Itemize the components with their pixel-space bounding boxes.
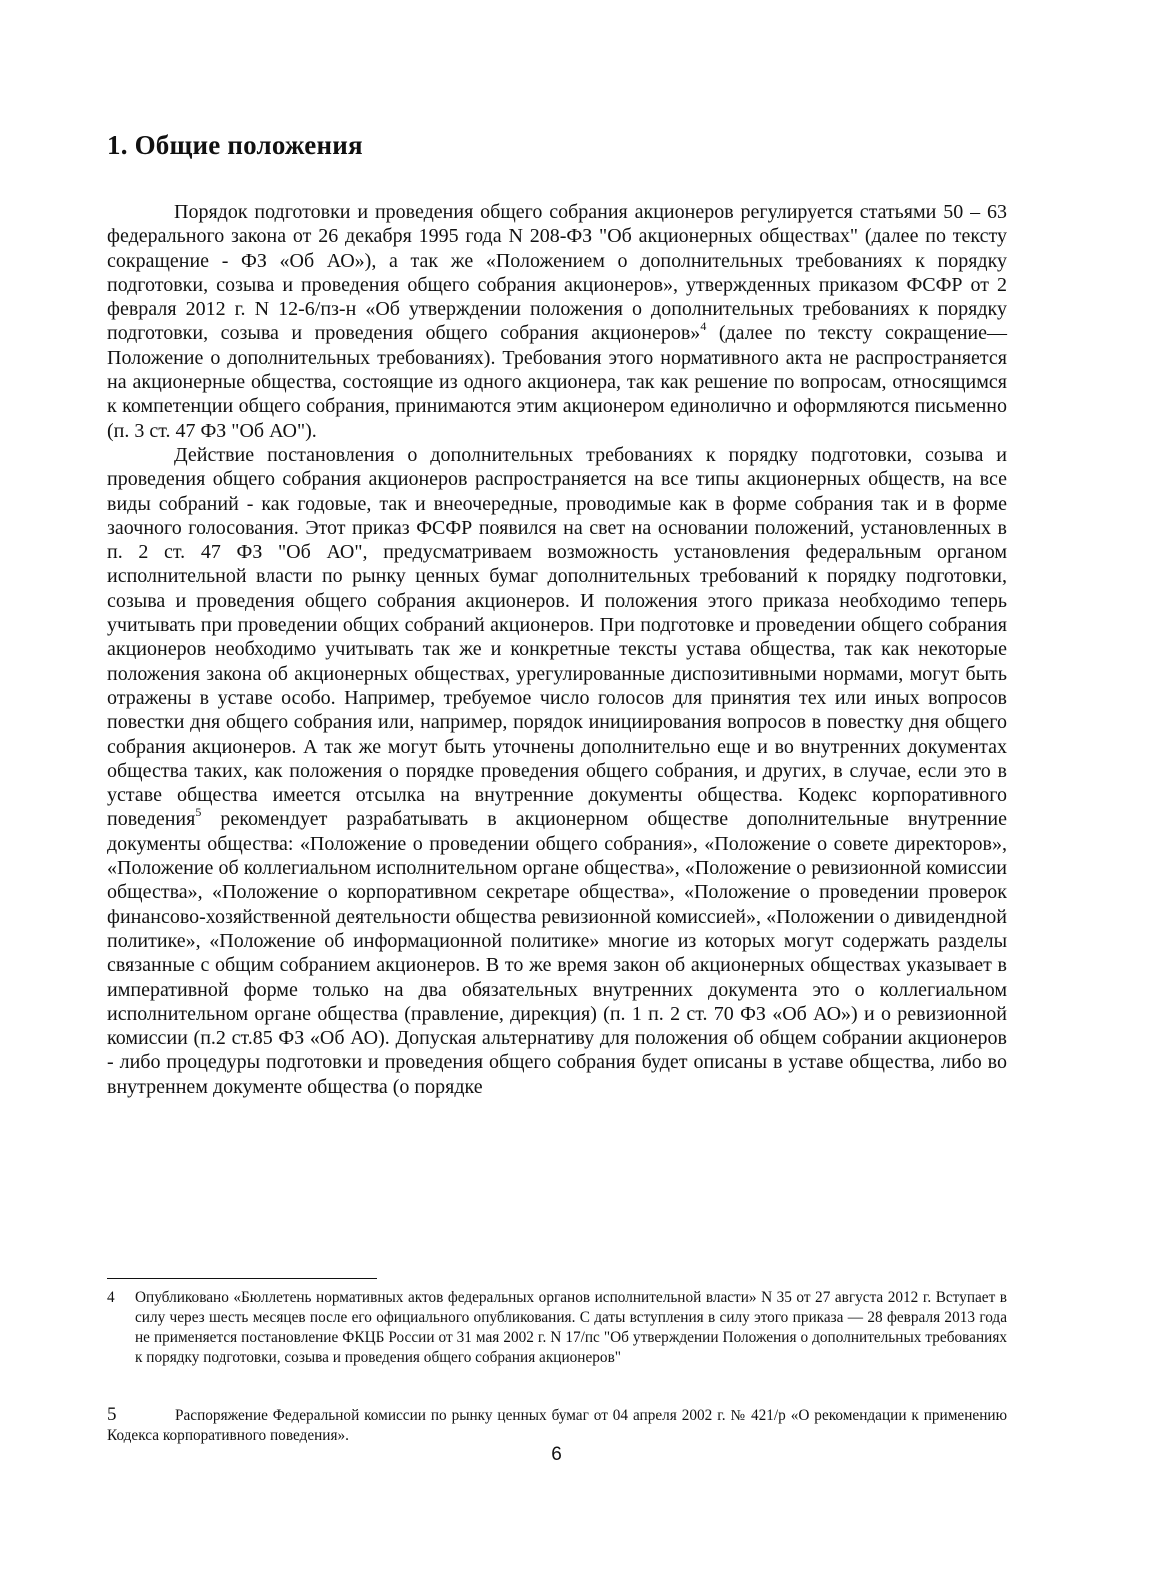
paragraph-text: Действие постановления о дополнительных требованиях к порядку подготовки, созыва и проведения общего собрания акционеров распространяется на все типы акционерных обществ, на все виды собраний - как годовые, так и внеочередные, проводимые как в форме собрания так и в форме заочного голосования. Этот приказ ФСФР появился на свет на основании положений, установленных в п. 2 ст. 47 ФЗ "Об АО", предусматриваем возможность установления федеральным органом исполнительной власти по рынку ценных бумаг дополнительных требований к порядку подготовки, созыва и проведения общего собрания акционеров. И положения этого приказа необходимо теперь учитывать при проведении общих собраний акционеров. При подготовке и проведении общего собрания акционеров необходимо учитывать так же и конкретные тексты устава общества, так как некоторые положения закона об акционерных обществах, урегулированные диспозитивными нормами, могут быть отражены в уставе особо. Например, требуемое число голосов для принятия тех или иных вопросов повестки дня общего собрания или, например, порядок инициирования вопросов в повестку дня общего собрания акционеров. А так же могут быть уточнены дополнительно еще и во внутренних документах общества таких, как положения о порядке проведения общего собрания, и других, в случае, если это в уставе общества имеется отсылка на внутренние документы общества. Кодекс корпоративного поведения [107, 443, 1007, 831]
paragraph-text: (далее по тексту сокращение— Положение о дополнительных требованиях). Требования этого нормативного акта не распространяется на акционерные общества, состоящие из одного акционера, так как решение по вопросам, относящимся к компетенции общего собрания, принимаются этим акционером единолично и оформляются письменно (п. 3 ст. 47 ФЗ "Об АО"). [107, 322, 1008, 442]
paragraph [107, 200, 1007, 443]
footnote-text: Опубликовано «Бюллетень нормативных актов федеральных органов исполнительной власти» N 35 от 27 августа 2012 г. Вступает в силу через шесть месяцев после его официального опубликования. С даты вступления в силу этого приказа — 28 февраля 2013 года не применяется постановление ФКЦБ России от 31 мая 2002 г. N 17/пс "Об утверждении Положения о дополнительных требованиях к порядку подготовки, созыва и проведения общего собрания акционеров" [135, 1289, 1007, 1366]
footnote [107, 1288, 1007, 1368]
footnote-number: 4 [107, 1289, 115, 1306]
section-heading: 1. Общие положения [107, 130, 363, 160]
footnote-text: Распоряжение Федеральной комиссии по рынку ценных бумаг от 04 апреля 2002 г. № 421/р «О рекомендации к применению Кодекса корпоративного поведения». [107, 1407, 1007, 1444]
footnote-number: 5 [107, 1404, 117, 1425]
footnote [107, 1405, 1007, 1446]
footnote-ref[interactable]: 4 [700, 318, 707, 333]
footnote-ref[interactable]: 5 [195, 804, 202, 819]
paragraph-text: рекомендует разрабатывать в акционерном обществе дополнительные внутренние документы общества: «Положение о проведении общего собрания», «Положение о совете директоров», «Положение об коллегиальном исполнительном органе общества», «Положение о ревизионной комиссии общества», «Положение о корпоративном секретаре общества», «Положение о проведении проверок финансово-хозяйственной деятельности общества ревизионной комиссией», «Положении о дивидендной политике», «Положение об информационной политике» многие из которых могут содержать разделы связанные с общим собранием акционеров. В то же время закон об акционерных обществах указывает в императивной форме только на два обязательных внутренних документа это о коллегиальном исполнительном органе общества (правление, дирекция) (п. 1 п. 2 ст. 70 ФЗ «Об АО») и о ревизионной комиссии (п.2 ст.85 ФЗ «Об АО). Допуская альтернативу для положения об общем собрании акционеров - либо процедуры подготовки и проведения общего собрания будет описаны в уставе общества, либо во внутреннем документе общества (о порядке [107, 808, 1007, 1098]
footnote-separator [107, 1278, 377, 1279]
body-text [107, 200, 1007, 1099]
page-number: 6 [551, 1444, 562, 1465]
paragraph-text: Порядок подготовки и проведения общего собрания акционеров регулируется статьями 50 – 63 федерального закона от 26 декабря 1995 года N 208-ФЗ "Об акционерных обществах" (далее по тексту сокращение - ФЗ «Об АО»), а так же «Положением о дополнительных требованиях к порядку подготовки, созыва и проведения общего собрания акционеров», утвержденных приказом ФСФР от 2 февраля 2012 г. N 12-6/пз-н «Об утверждении положения о дополнительных требованиях к порядку подготовки, созыва и проведения общего собрания акционеров» [107, 201, 1007, 345]
paragraph [107, 443, 1007, 1099]
